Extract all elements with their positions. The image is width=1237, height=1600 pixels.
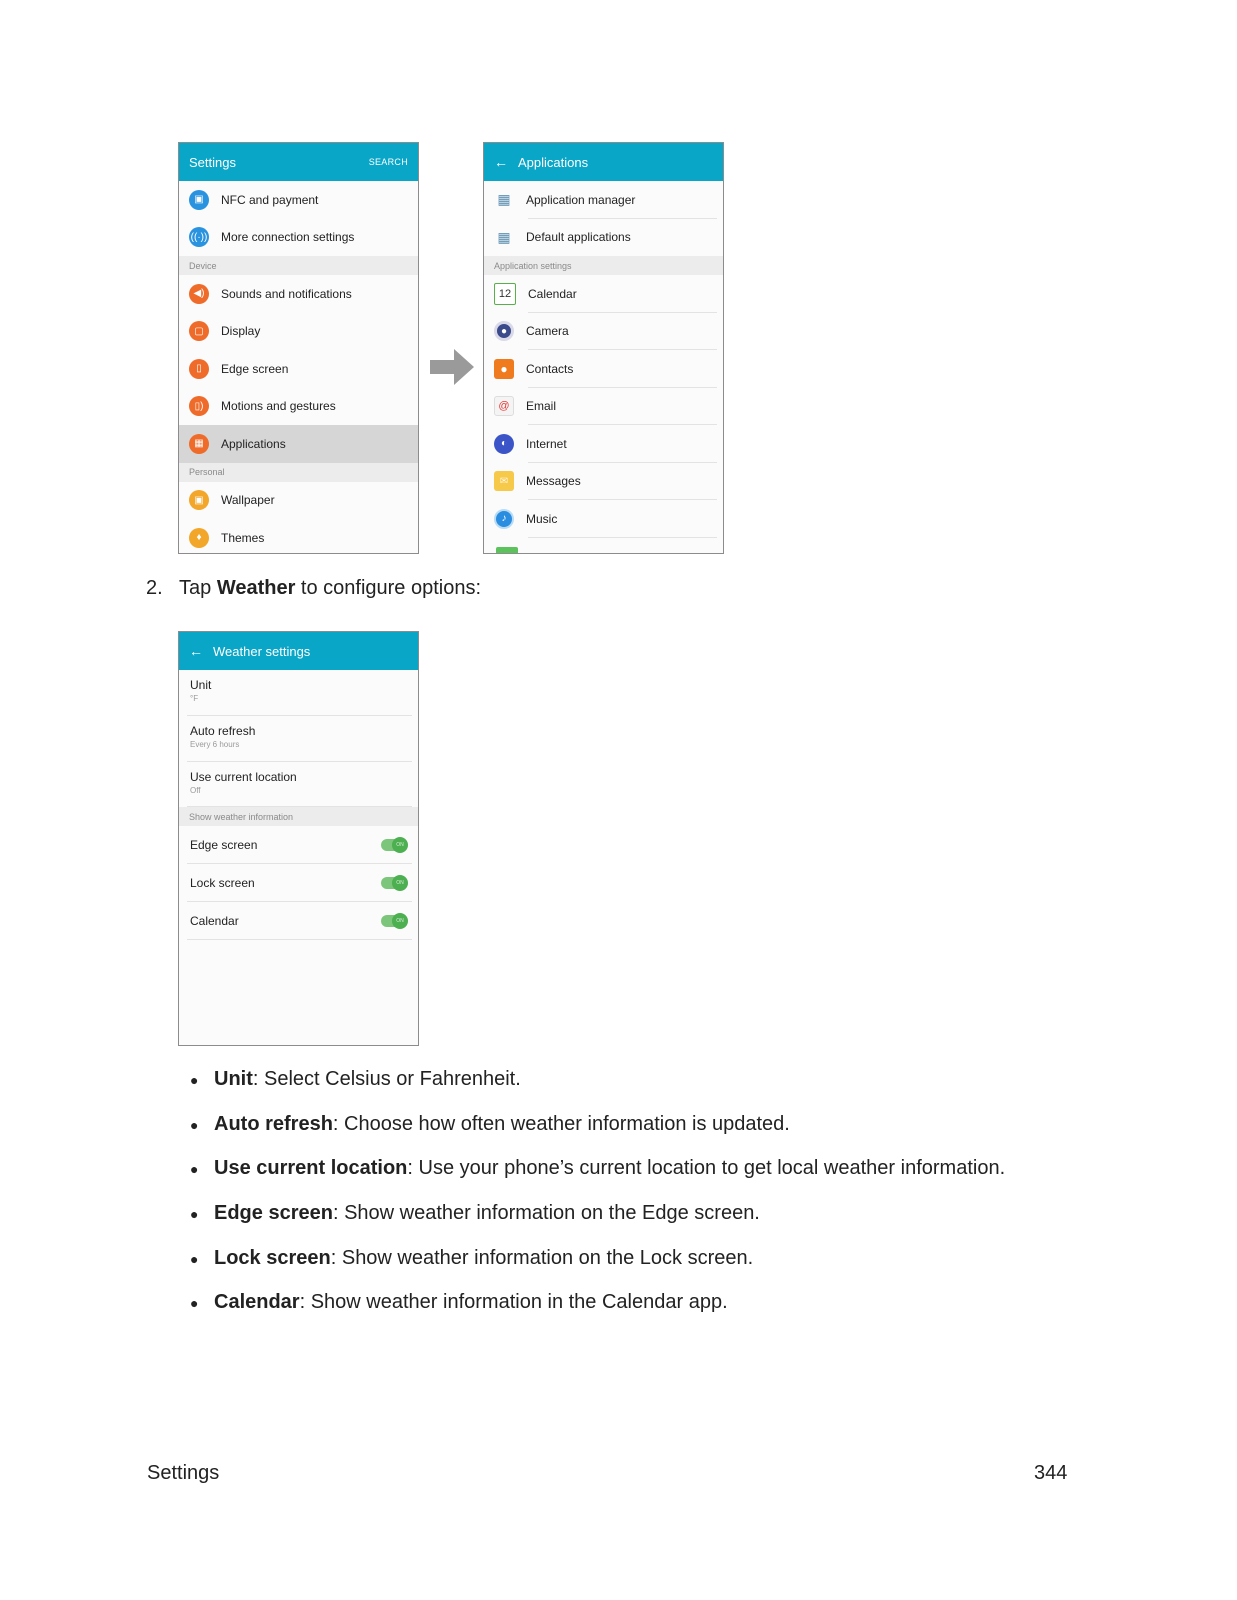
applications-icon: ▦ [189,434,209,454]
weather-item-unit[interactable] [179,670,418,716]
app-item-manager[interactable] [484,181,723,219]
list-item [190,1113,1005,1158]
settings-item-label: Display [221,324,261,339]
edge-screen-toggle[interactable] [381,839,407,851]
bullet-term: Unit [214,1068,253,1090]
search-button[interactable]: SEARCH [368,157,408,167]
settings-header [179,143,418,181]
bullet-term: Edge screen [214,1202,333,1225]
settings-item-label: Applications [221,436,286,451]
section-device: Device [179,256,418,275]
connection-icon: ((·)) [189,227,209,247]
contacts-icon: ● [494,359,514,379]
app-item-label: Camera [526,324,569,339]
weather-title: Weather settings [213,643,311,659]
calendar-icon: 12 [494,283,516,305]
weather-item-value: °F [190,694,199,703]
step-number: 2. [146,577,163,599]
app-item-internet[interactable] [484,425,723,463]
motion-icon: ▯) [189,396,209,416]
weather-item-value: Off [190,786,201,795]
settings-screenshot [178,142,419,554]
bullet-text: : Select Celsius or Fahrenheit. [252,1068,521,1090]
back-arrow-icon[interactable]: ← [189,643,203,659]
weather-item-label: Auto refresh [190,724,256,738]
messages-icon: ✉ [494,471,514,491]
weather-item-use-location[interactable] [179,762,418,807]
applications-header [484,143,723,181]
settings-item-sounds[interactable] [179,275,418,313]
app-item-label: Messages [526,474,581,489]
themes-icon: ♦ [189,528,209,548]
bullet-term: Auto refresh [214,1112,333,1135]
weather-toggle-label: Lock screen [190,876,255,890]
app-manager-icon: ▦ [497,191,511,208]
section-show-weather: Show weather information [179,807,418,826]
settings-item-wallpaper[interactable] [179,482,418,520]
lock-screen-toggle[interactable] [381,877,407,889]
calendar-toggle[interactable] [381,915,407,927]
step-suffix: to configure options: [295,577,482,599]
list-item [190,1291,1005,1336]
app-item-calendar[interactable] [484,275,723,313]
display-icon: ▢ [189,321,209,341]
settings-item-more-connection[interactable] [179,219,418,257]
weather-toggle-label: Edge screen [190,838,258,852]
weather-settings-screenshot [178,631,419,1046]
applications-screenshot [483,142,724,554]
bullet-term: Calendar [214,1291,300,1314]
settings-item-label: Wallpaper [221,493,275,508]
app-item-label: Music [526,511,558,526]
toggle-knob: ON [392,913,408,929]
list-item [190,1247,1005,1292]
section-application-settings: Application settings [484,256,723,275]
settings-item-label: Edge screen [221,361,289,376]
bullet-icon: ● [190,1295,199,1312]
bullet-icon: ● [190,1161,199,1178]
app-item-label: Calendar [528,286,577,301]
app-item-label: Contacts [526,361,574,376]
wallpaper-icon: ▣ [189,490,209,510]
partial-next-app-icon [496,547,518,554]
settings-item-themes[interactable] [179,519,418,554]
toggle-knob: ON [392,837,408,853]
settings-item-display[interactable] [179,313,418,351]
weather-item-value: Every 6 hours [190,740,240,749]
settings-item-label: Motions and gestures [221,399,336,414]
app-item-messages[interactable] [484,463,723,501]
right-arrow-icon [430,349,474,385]
back-arrow-icon[interactable]: ← [494,154,508,170]
bullet-text: : Use your phone’s current location to get local weather information. [407,1157,1006,1180]
sound-icon: ◀) [189,284,209,304]
bullet-text: : Show weather information on the Lock screen. [330,1246,754,1269]
toggle-knob: ON [392,875,408,891]
email-icon: @ [494,396,514,416]
bullet-text: : Show weather information in the Calendar app. [299,1291,728,1314]
app-item-contacts[interactable] [484,350,723,388]
weather-toggle-lock-row[interactable] [179,864,418,902]
bullet-icon: ● [190,1072,199,1088]
weather-item-label: Use current location [190,770,297,784]
nfc-icon: ▣ [189,190,209,210]
list-item [190,1202,1005,1247]
app-item-camera[interactable] [484,313,723,351]
settings-title: Settings [189,154,236,170]
app-item-music[interactable] [484,500,723,538]
settings-item-edge[interactable] [179,350,418,388]
edge-screen-icon: ▯ [189,359,209,379]
step-prefix: Tap [179,577,217,599]
app-item-label: Application manager [526,192,636,207]
footer-section-name: Settings [147,1462,220,1484]
app-item-label: Default applications [526,230,631,245]
weather-toggle-label: Calendar [190,914,239,928]
app-item-default[interactable] [484,219,723,257]
settings-item-motions[interactable] [179,388,418,426]
weather-toggle-calendar-row[interactable] [179,902,418,940]
step-bold-term: Weather [216,577,296,599]
weather-item-label: Unit [190,678,212,692]
bullet-text: : Choose how often weather information is updated. [332,1112,790,1135]
bullet-icon: ● [190,1116,199,1133]
weather-header [179,632,418,670]
option-descriptions [190,1068,1005,1336]
default-apps-icon: ▦ [497,228,511,245]
settings-item-nfc[interactable] [179,181,418,219]
settings-item-label: Sounds and notifications [221,286,352,301]
list-item [190,1157,1005,1202]
footer-page-number: 344 [1034,1462,1068,1484]
app-item-label: Email [526,399,557,414]
app-item-label: Internet [526,436,567,451]
bullet-text: : Show weather information on the Edge screen. [332,1202,760,1225]
settings-item-label: More connection settings [221,230,355,245]
weather-item-auto-refresh[interactable] [179,716,418,762]
bullet-term: Use current location [214,1157,408,1180]
list-item [190,1068,1005,1113]
applications-title: Applications [518,154,589,170]
bullet-icon: ● [190,1206,199,1223]
settings-item-label: NFC and payment [221,192,319,207]
camera-icon: ● [494,321,514,341]
bullet-term: Lock screen [214,1246,331,1269]
bullet-icon: ● [190,1250,199,1267]
settings-item-label: Themes [221,530,265,545]
music-icon: ♪ [494,509,514,529]
settings-item-applications[interactable] [179,425,418,463]
app-item-email[interactable] [484,388,723,426]
step-instruction [146,577,481,600]
weather-toggle-edge-row[interactable] [179,826,418,864]
internet-icon: ◐ [494,434,514,454]
section-personal: Personal [179,463,418,482]
